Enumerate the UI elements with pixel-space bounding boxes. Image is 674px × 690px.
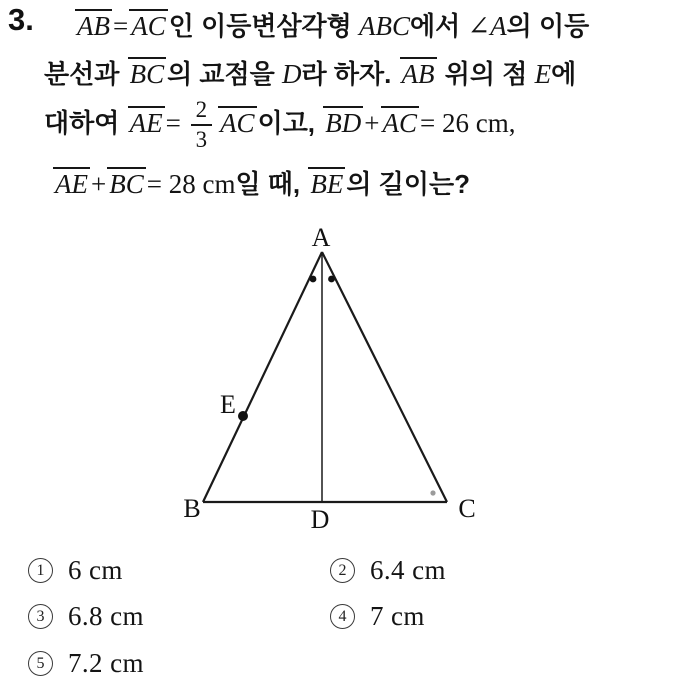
- text-segment: =: [165, 108, 188, 138]
- text-segment: 대하여: [44, 108, 127, 138]
- answer-choice-1[interactable]: [28, 555, 123, 586]
- text-segment: 일 때,: [235, 169, 308, 199]
- choice-2-label: 6.4 cm: [370, 555, 446, 585]
- text-segment: 위의 점: [437, 59, 535, 89]
- text-segment: 인 이등변삼각형: [168, 11, 360, 41]
- side-AC: [322, 252, 447, 502]
- choice-5-circled-number: 5: [28, 651, 53, 676]
- text-segment: = 28 cm: [146, 169, 236, 199]
- fraction-numerator: 2: [191, 97, 213, 125]
- text-segment: = 26 cm,: [420, 108, 516, 138]
- side-AB: [203, 252, 322, 502]
- small-mark-near-C: [430, 490, 435, 495]
- text-segment: AC: [131, 11, 166, 41]
- choice-1-label: 6 cm: [68, 555, 123, 585]
- text-segment: AC: [220, 108, 255, 138]
- choice-4-circled-number: 4: [330, 604, 355, 629]
- label-E: E: [220, 390, 236, 419]
- text-segment: 의 길이는?: [346, 169, 470, 199]
- label-B: B: [183, 494, 201, 523]
- choice-5-label: 7.2 cm: [68, 648, 144, 678]
- text-segment: 에: [551, 59, 577, 89]
- text-segment: 분선과: [44, 59, 127, 89]
- text-segment: +: [91, 169, 107, 199]
- fraction-denominator: 3: [195, 126, 208, 152]
- text-segment: BD: [325, 108, 362, 138]
- text-segment: 라 하자.: [301, 59, 399, 89]
- label-A: A: [311, 223, 331, 252]
- text-segment: +: [364, 108, 380, 138]
- text-segment: AE: [55, 169, 88, 199]
- angle-mark-left-dot: [310, 276, 317, 283]
- text-segment: ABC: [359, 11, 411, 41]
- point-E-dot: [238, 411, 248, 421]
- answer-choice-2[interactable]: [330, 555, 446, 586]
- angle-mark-right-dot: [328, 276, 335, 283]
- text-segment: BC: [109, 169, 144, 199]
- label-C: C: [458, 494, 476, 523]
- text-segment: 의 이등: [506, 11, 590, 41]
- choice-1-circled-number: 1: [28, 558, 53, 583]
- choice-4-label: 7 cm: [370, 601, 425, 631]
- answer-choice-5[interactable]: [28, 648, 144, 679]
- choice-3-circled-number: 3: [28, 604, 53, 629]
- choice-2-circled-number: 2: [330, 558, 355, 583]
- answer-choice-4[interactable]: [330, 601, 425, 632]
- text-segment: D: [282, 59, 302, 89]
- text-segment: AE: [129, 108, 163, 138]
- text-segment: ∠A: [467, 11, 507, 41]
- text-segment: 의 교점을: [167, 59, 283, 89]
- text-segment: AB: [401, 59, 435, 89]
- text-segment: AC: [382, 108, 418, 138]
- text-segment: AB: [77, 11, 110, 41]
- text-segment: 이고,: [257, 108, 323, 138]
- text-segment: BE: [310, 169, 344, 199]
- text-segment: E: [534, 59, 552, 89]
- answer-choice-3[interactable]: [28, 601, 144, 632]
- text-segment: 에서: [410, 11, 468, 41]
- text-segment: =: [113, 11, 129, 41]
- problem-number: 3.: [8, 2, 34, 37]
- choice-3-label: 6.8 cm: [68, 601, 144, 631]
- label-D: D: [310, 505, 330, 534]
- text-segment: BC: [129, 59, 165, 89]
